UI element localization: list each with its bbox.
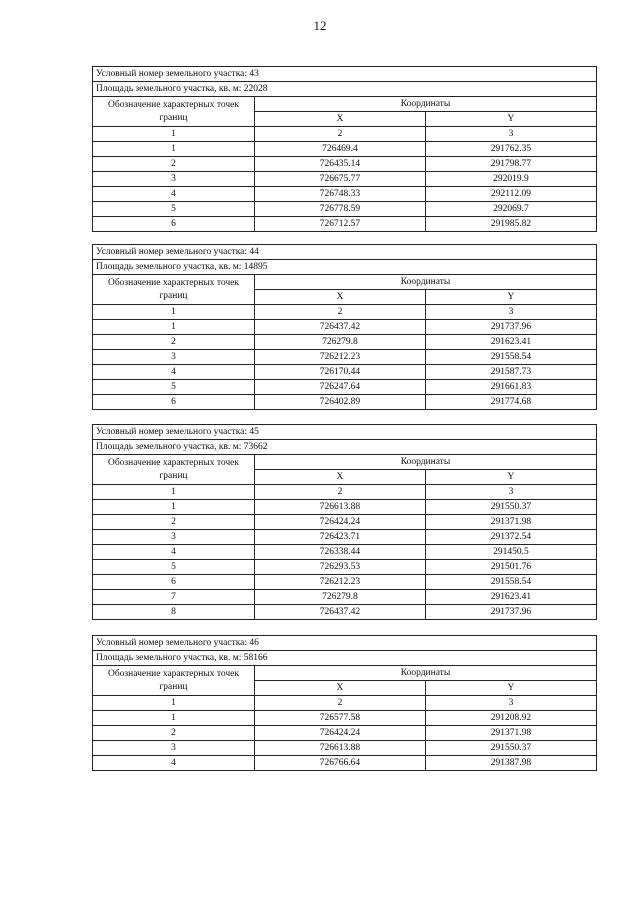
column-header-x: X xyxy=(254,290,425,305)
y-coordinate-cell: 291372.54 xyxy=(425,530,596,545)
point-id-cell: 6 xyxy=(93,217,255,232)
table-row xyxy=(93,530,597,545)
y-coordinate-cell: 291737.96 xyxy=(425,605,596,620)
x-coordinate-cell: 726675.77 xyxy=(254,172,425,187)
x-coordinate-cell: 726766.64 xyxy=(254,756,425,771)
column-header-points: Обозначение характерных точек границ xyxy=(93,666,255,696)
parcel-area-label: Площадь земельного участка, кв. м: 14895 xyxy=(93,260,597,275)
x-coordinate-cell: 726247.64 xyxy=(254,380,425,395)
table-row xyxy=(93,320,597,335)
parcel-table-44 xyxy=(92,244,597,410)
x-coordinate-cell: 726279.8 xyxy=(254,335,425,350)
table-header-row xyxy=(93,666,597,681)
column-header-x: X xyxy=(254,112,425,127)
parcel-area-label: Площадь земельного участка, кв. м: 58166 xyxy=(93,651,597,666)
y-coordinate-cell: 291387.98 xyxy=(425,756,596,771)
column-index: 2 xyxy=(254,696,425,711)
point-id-cell: 2 xyxy=(93,515,255,530)
table-row xyxy=(93,500,597,515)
parcel-number-label: Условный номер земельного участка: 43 xyxy=(93,67,597,82)
x-coordinate-cell: 726279.8 xyxy=(254,590,425,605)
y-coordinate-cell: 292112.09 xyxy=(425,187,596,202)
parcel-number-row xyxy=(93,245,597,260)
y-coordinate-cell: 291798.77 xyxy=(425,157,596,172)
table-row xyxy=(93,172,597,187)
table-header-row xyxy=(93,275,597,290)
table-row xyxy=(93,741,597,756)
point-id-cell: 3 xyxy=(93,530,255,545)
table-row xyxy=(93,560,597,575)
parcel-area-row xyxy=(93,82,597,97)
column-index: 3 xyxy=(425,485,596,500)
column-index: 1 xyxy=(93,696,255,711)
y-coordinate-cell: 292069.7 xyxy=(425,202,596,217)
parcel-area-row xyxy=(93,260,597,275)
parcel-table-45 xyxy=(92,424,597,620)
point-id-cell: 1 xyxy=(93,500,255,515)
x-coordinate-cell: 726402.89 xyxy=(254,395,425,410)
column-header-points: Обозначение характерных точек границ xyxy=(93,455,255,485)
x-coordinate-cell: 726212.23 xyxy=(254,575,425,590)
table-row xyxy=(93,217,597,232)
column-index-row xyxy=(93,485,597,500)
y-coordinate-cell: 291550.37 xyxy=(425,500,596,515)
table-row xyxy=(93,590,597,605)
y-coordinate-cell: 291558.54 xyxy=(425,575,596,590)
column-header-coordinates: Координаты xyxy=(254,275,596,290)
page-number: 12 xyxy=(313,18,327,33)
table-row xyxy=(93,711,597,726)
table-row xyxy=(93,756,597,771)
column-header-y: Y xyxy=(425,681,596,696)
point-id-cell: 1 xyxy=(93,711,255,726)
y-coordinate-cell: 291762.35 xyxy=(425,142,596,157)
column-header-points: Обозначение характерных точек границ xyxy=(93,97,255,127)
column-header-coordinates: Координаты xyxy=(254,455,596,470)
point-id-cell: 6 xyxy=(93,395,255,410)
x-coordinate-cell: 726712.57 xyxy=(254,217,425,232)
point-id-cell: 5 xyxy=(93,560,255,575)
column-index: 3 xyxy=(425,696,596,711)
point-id-cell: 4 xyxy=(93,365,255,380)
point-id-cell: 3 xyxy=(93,172,255,187)
table-row xyxy=(93,726,597,741)
point-id-cell: 6 xyxy=(93,575,255,590)
column-header-coordinates: Координаты xyxy=(254,666,596,681)
column-header-x: X xyxy=(254,681,425,696)
parcel-table-46 xyxy=(92,635,597,771)
point-id-cell: 1 xyxy=(93,142,255,157)
x-coordinate-cell: 726212.23 xyxy=(254,350,425,365)
point-id-cell: 1 xyxy=(93,320,255,335)
column-index: 2 xyxy=(254,485,425,500)
x-coordinate-cell: 726338.44 xyxy=(254,545,425,560)
table-row xyxy=(93,335,597,350)
point-id-cell: 2 xyxy=(93,157,255,172)
column-index: 2 xyxy=(254,305,425,320)
table-row xyxy=(93,142,597,157)
point-id-cell: 3 xyxy=(93,350,255,365)
column-index: 2 xyxy=(254,127,425,142)
point-id-cell: 7 xyxy=(93,590,255,605)
x-coordinate-cell: 726748.33 xyxy=(254,187,425,202)
y-coordinate-cell: 291623.41 xyxy=(425,335,596,350)
x-coordinate-cell: 726577.58 xyxy=(254,711,425,726)
table-row xyxy=(93,157,597,172)
column-index-row xyxy=(93,127,597,142)
table-row xyxy=(93,202,597,217)
x-coordinate-cell: 726424.24 xyxy=(254,726,425,741)
parcel-number-row xyxy=(93,425,597,440)
x-coordinate-cell: 726437.42 xyxy=(254,605,425,620)
x-coordinate-cell: 726423.71 xyxy=(254,530,425,545)
x-coordinate-cell: 726293.53 xyxy=(254,560,425,575)
x-coordinate-cell: 726469.4 xyxy=(254,142,425,157)
table-header-row xyxy=(93,97,597,112)
y-coordinate-cell: 291208.92 xyxy=(425,711,596,726)
table-row xyxy=(93,575,597,590)
table-row xyxy=(93,395,597,410)
table-row xyxy=(93,365,597,380)
y-coordinate-cell: 292019.9 xyxy=(425,172,596,187)
y-coordinate-cell: 291661.83 xyxy=(425,380,596,395)
point-id-cell: 8 xyxy=(93,605,255,620)
x-coordinate-cell: 726170.44 xyxy=(254,365,425,380)
point-id-cell: 4 xyxy=(93,756,255,771)
table-row xyxy=(93,545,597,560)
point-id-cell: 2 xyxy=(93,726,255,741)
column-index: 3 xyxy=(425,305,596,320)
column-index: 3 xyxy=(425,127,596,142)
parcel-area-row xyxy=(93,651,597,666)
table-row xyxy=(93,350,597,365)
x-coordinate-cell: 726613.88 xyxy=(254,500,425,515)
x-coordinate-cell: 726778.59 xyxy=(254,202,425,217)
column-header-points: Обозначение характерных точек границ xyxy=(93,275,255,305)
table-row xyxy=(93,380,597,395)
column-index: 1 xyxy=(93,127,255,142)
parcel-number-label: Условный номер земельного участка: 46 xyxy=(93,636,597,651)
column-index: 1 xyxy=(93,485,255,500)
point-id-cell: 4 xyxy=(93,545,255,560)
column-header-y: Y xyxy=(425,112,596,127)
y-coordinate-cell: 291450.5 xyxy=(425,545,596,560)
point-id-cell: 3 xyxy=(93,741,255,756)
column-index-row xyxy=(93,696,597,711)
column-index: 1 xyxy=(93,305,255,320)
table-row xyxy=(93,187,597,202)
y-coordinate-cell: 291550.37 xyxy=(425,741,596,756)
column-header-x: X xyxy=(254,470,425,485)
point-id-cell: 4 xyxy=(93,187,255,202)
column-header-y: Y xyxy=(425,470,596,485)
parcel-number-row xyxy=(93,636,597,651)
parcel-number-row xyxy=(93,67,597,82)
x-coordinate-cell: 726437.42 xyxy=(254,320,425,335)
table-header-row xyxy=(93,455,597,470)
y-coordinate-cell: 291501.76 xyxy=(425,560,596,575)
column-header-coordinates: Координаты xyxy=(254,97,596,112)
y-coordinate-cell: 291737.96 xyxy=(425,320,596,335)
y-coordinate-cell: 291623.41 xyxy=(425,590,596,605)
parcel-area-label: Площадь земельного участка, кв. м: 22028 xyxy=(93,82,597,97)
y-coordinate-cell: 291371.98 xyxy=(425,515,596,530)
point-id-cell: 2 xyxy=(93,335,255,350)
x-coordinate-cell: 726435.14 xyxy=(254,157,425,172)
parcel-number-label: Условный номер земельного участка: 45 xyxy=(93,425,597,440)
parcel-area-label: Площадь земельного участка, кв. м: 73662 xyxy=(93,440,597,455)
x-coordinate-cell: 726424.24 xyxy=(254,515,425,530)
y-coordinate-cell: 291558.54 xyxy=(425,350,596,365)
parcel-table-43 xyxy=(92,66,597,232)
parcel-number-label: Условный номер земельного участка: 44 xyxy=(93,245,597,260)
column-index-row xyxy=(93,305,597,320)
table-row xyxy=(93,515,597,530)
parcel-area-row xyxy=(93,440,597,455)
point-id-cell: 5 xyxy=(93,380,255,395)
x-coordinate-cell: 726613.88 xyxy=(254,741,425,756)
y-coordinate-cell: 291587.73 xyxy=(425,365,596,380)
y-coordinate-cell: 291371.98 xyxy=(425,726,596,741)
y-coordinate-cell: 291985.82 xyxy=(425,217,596,232)
column-header-y: Y xyxy=(425,290,596,305)
point-id-cell: 5 xyxy=(93,202,255,217)
table-row xyxy=(93,605,597,620)
y-coordinate-cell: 291774.68 xyxy=(425,395,596,410)
